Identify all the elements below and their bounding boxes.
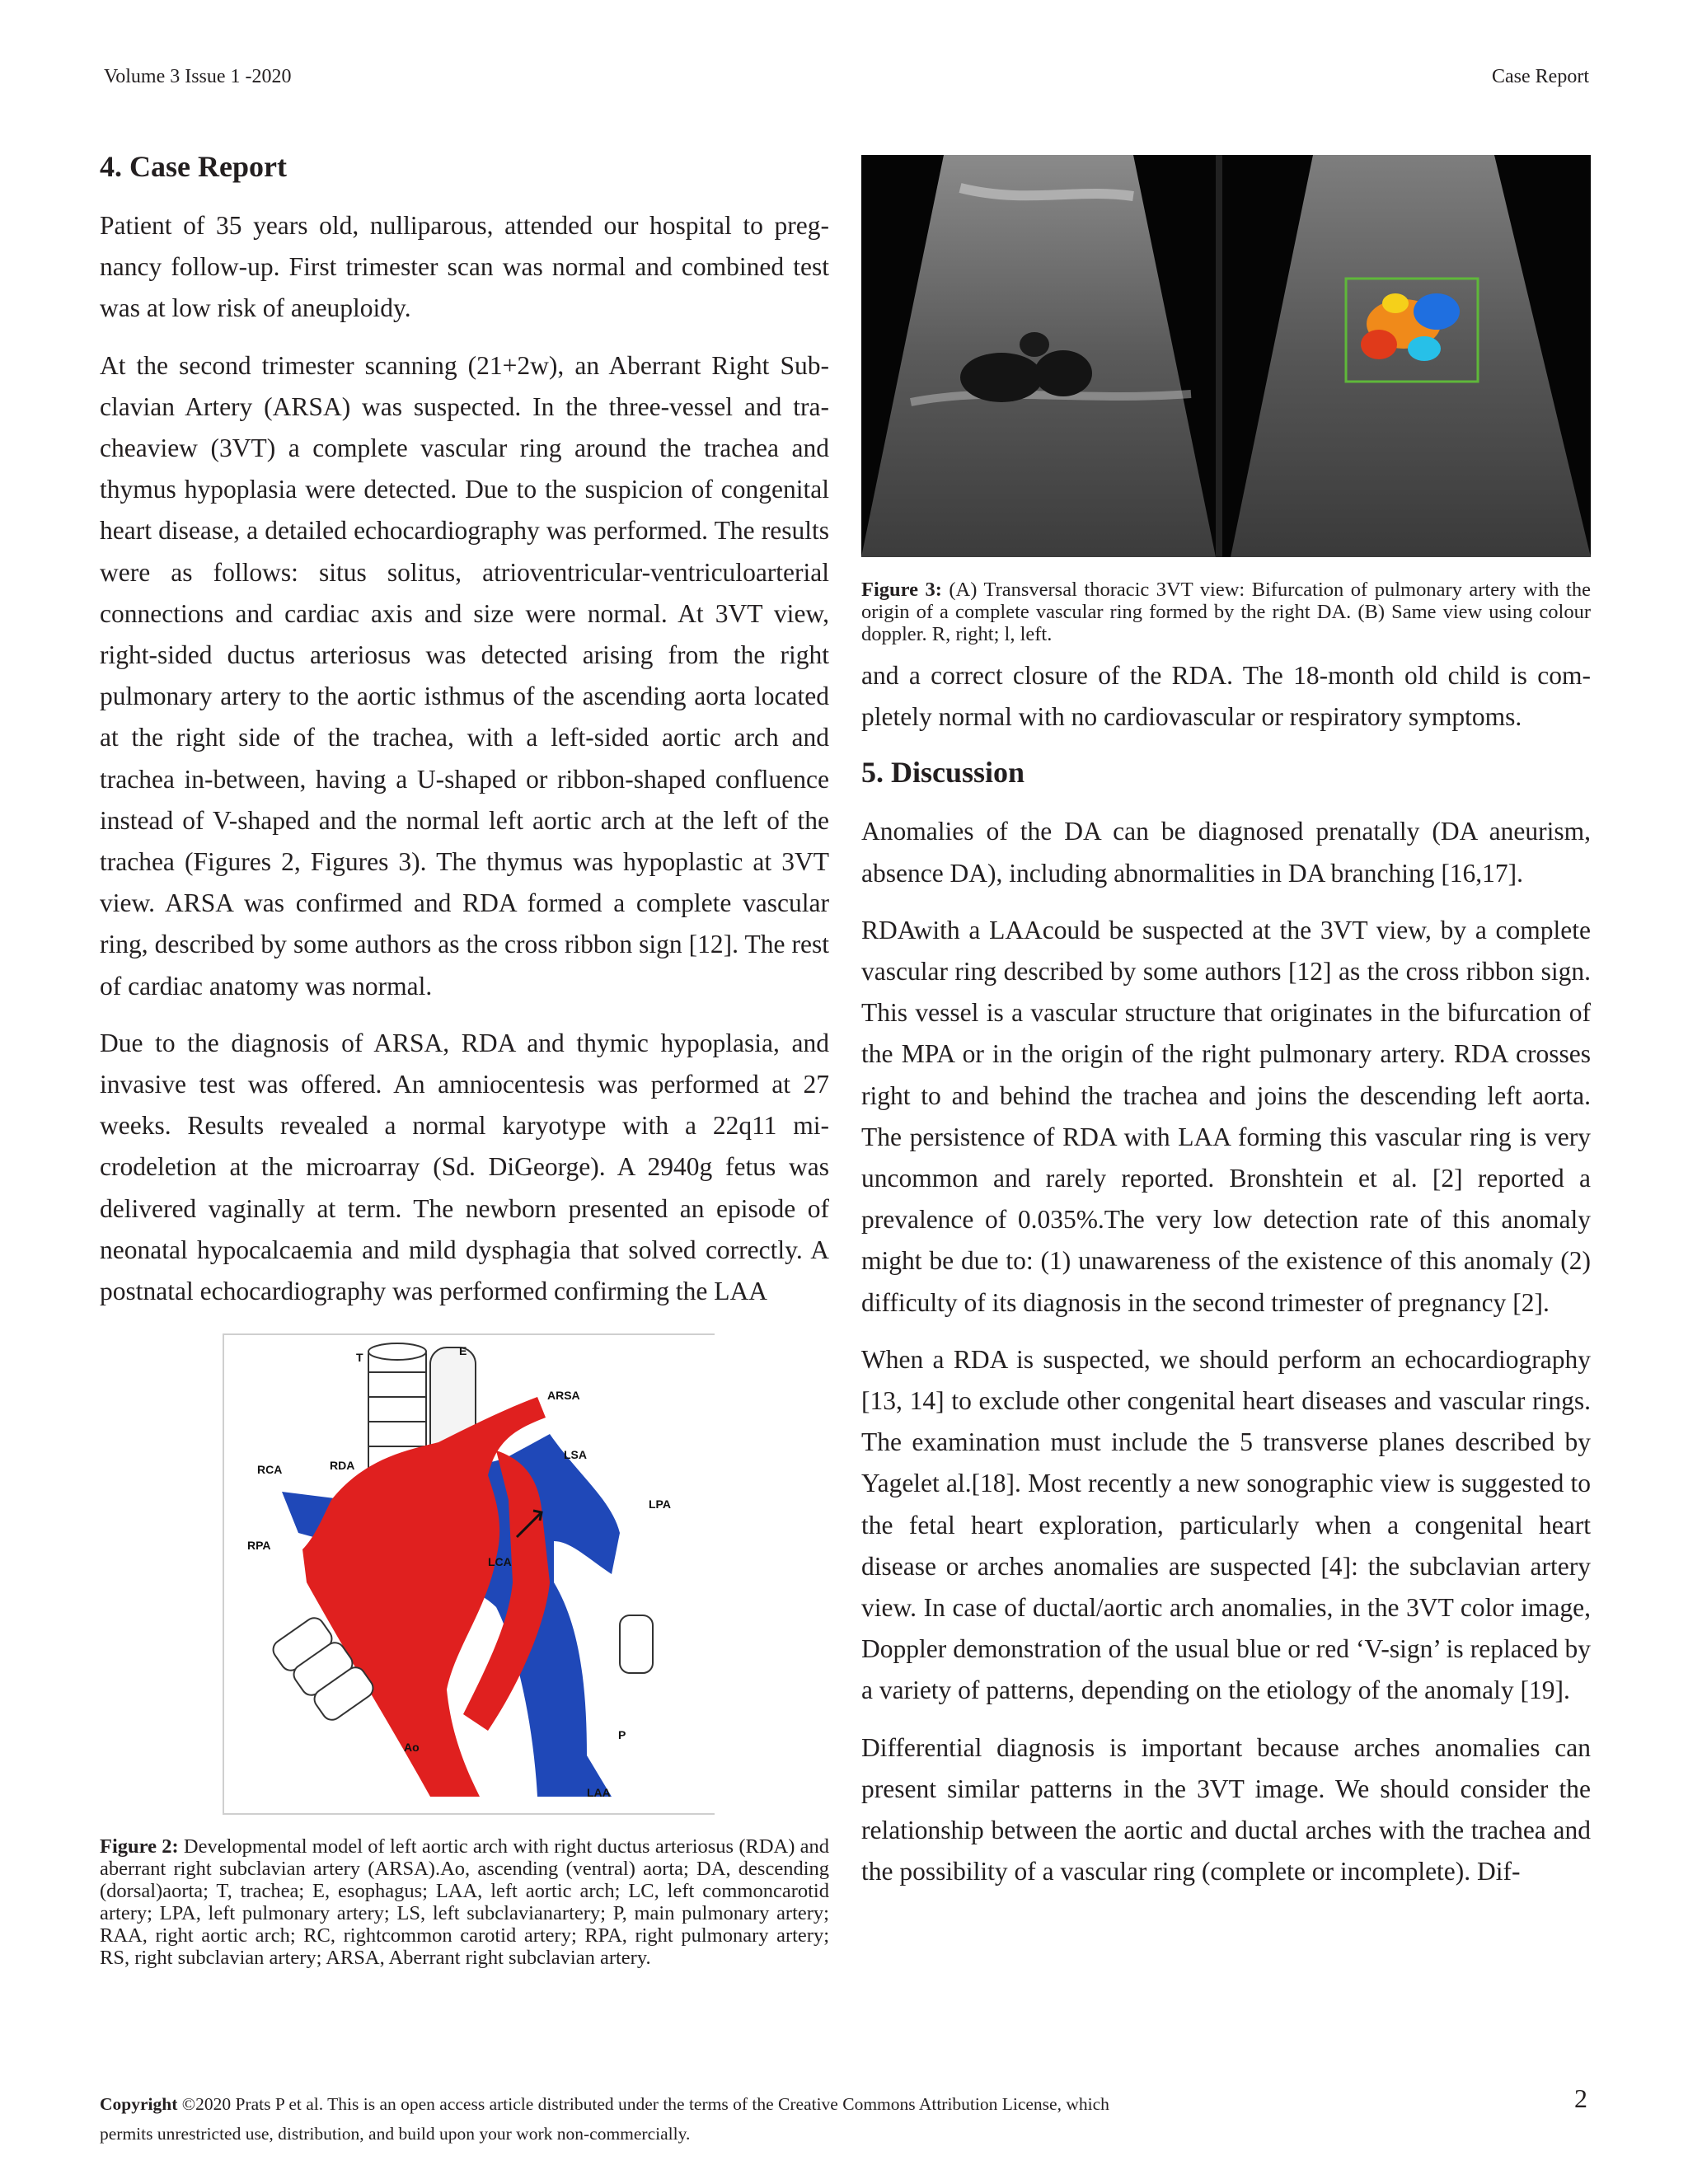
copyright-line-2: permits unrestricted use, distribution, and build upon your work non-commercially. bbox=[100, 2124, 691, 2144]
label-lsa: LSA bbox=[564, 1448, 587, 1461]
figure-2-caption-text: Developmental model of left aortic arch with right ductus arteriosus (RDA) and aberrant right subclavian artery (ARSA).Ao, ascending (ventral) aorta; DA, descending (dorsal)aorta; T, trachea; E, esophagus; LAA, left aortic arch; LC, left commoncarotid artery; LPA, left pulmonary artery; LS, left subclavianartery; P, main pulmonary artery; RAA, right aortic arch; RC, rightcommon carotid artery; RPA, right pulmonary artery; RS, right subclavian artery; ARSA, Aberrant right subclavian artery. bbox=[100, 1835, 830, 1969]
running-header-volume: Volume 3 Issue 1 -2020 bbox=[104, 66, 292, 87]
left-column bbox=[100, 144, 829, 1328]
discussion-paragraph-4: Differential diagnosis is important because arches anomalies can present similar patterns in the 3VT image. We should consider the relationship between the aortic and ductal arches with the trachea and the possibility of a vascular ring (complete or incomplete). Dif- bbox=[861, 1732, 1591, 1886]
label-rda: RDA bbox=[330, 1459, 355, 1472]
label-arsa: ARSA bbox=[547, 1389, 580, 1402]
figure-3-caption bbox=[861, 579, 1591, 645]
label-rca: RCA bbox=[257, 1463, 283, 1476]
discussion-paragraph-2: RDAwith a LAAcould be suspected at the 3VT view, by a complete vascular ring described by some authors [12] as the cross ribbon sign. This vessel is a vascular structure that originates in the bifurcation of the MPA or in the origin of the right pulmonary artery. RDA crosses right to and behind the trachea and joins the descending left aorta. The persistence of RDA with LAA forming this vascular ring is very uncommon and rarely reported. Bronshtein et al. [2] reported a prevalence of 0.035%.The very low detection rate of this anomaly might be due to: (1) unawareness of the existence of this anomaly (2) difficulty of its diagnosis in the second trimester of pregnancy [2]. bbox=[861, 915, 1591, 1317]
ultrasound-panel-a bbox=[861, 155, 1216, 557]
label-lca: LCA bbox=[488, 1555, 512, 1568]
label-rpa: RPA bbox=[247, 1539, 271, 1552]
figure-2-caption bbox=[100, 1835, 829, 1969]
figure-3-ultrasound bbox=[861, 155, 1591, 557]
case-paragraph-2: At the second trimester scanning (21+2w), an Aberrant Right Subclavian Artery (ARSA) was suspected. In the three-vessel and tracheaview (3VT) a complete vascular ring around the trachea and thymus hypoplasia were detected. Due to the suspicion of congenital heart disease, a detailed echocardiography was performed. The results were as follows: situs solitus, atrioventricular-ventriculoarterial connections and cardiac axis and size were normal. At 3VT view, right-sided ductus arteriosus was detected arising from the right pulmonary artery to the aortic isthmus of the ascending aorta located at the right side of the trachea, with a left-sided aortic arch and trachea in-between, having a U-shaped or ribbon-shaped confluence instead of V-shaped and the normal left aortic arch at the left of the trachea (Figures 2, Figures 3). The thymus was hypoplastic at 3VT view. ARSA was confirmed and RDA formed a complete vascular ring, described by some authors as the cross ribbon sign [12]. The rest of cardiac anatomy was normal. bbox=[100, 350, 829, 1001]
copyright-footer bbox=[100, 2089, 1254, 2149]
label-lpa: LPA bbox=[649, 1497, 671, 1511]
copyright-text: ©2020 Prats P et al. This is an open access article distributed under the terms of the Creative Commons Attribution License, which bbox=[181, 2094, 1109, 2114]
figure-2-diagram bbox=[223, 1333, 715, 1815]
figure-3-caption-label: Figure 3: bbox=[861, 579, 942, 601]
label-laa: LAA bbox=[587, 1786, 611, 1799]
label-ao: Ao bbox=[404, 1741, 420, 1754]
ultrasound-panel-b-doppler bbox=[1222, 155, 1591, 557]
running-header-section: Case Report bbox=[1492, 66, 1589, 87]
right-column bbox=[861, 155, 1591, 1908]
discussion-heading: 5. Discussion bbox=[861, 756, 1025, 790]
case-paragraph-3: Due to the diagnosis of ARSA, RDA and thymic hypoplasia, and invasive test was offered. An amniocentesis was performed at 27 weeks. Results revealed a normal karyotype with a 22q11 microdeletion at the microarray (Sd. DiGeorge). A 2940g fetus was delivered vaginally at term. The newborn presented an episode of neonatal hypocalcaemia and mild dysphagia that solved correctly. A postnatal echocardiography was performed confirming the LAA bbox=[100, 1028, 829, 1306]
label-p: P bbox=[618, 1728, 626, 1741]
page-number: 2 bbox=[1574, 2083, 1587, 2113]
case-continuation-paragraph: and a correct closure of the RDA. The 18-month old child is completely normal with no cardiovascular or respiratory symptoms. bbox=[861, 661, 1591, 732]
copyright-label: Copyright bbox=[100, 2094, 178, 2114]
case-paragraph-1: Patient of 35 years old, nulliparous, attended our hospital to pregnancy follow-up. First trimester scan was normal and combined test was at low risk of aneuploidy. bbox=[100, 211, 829, 323]
label-e: E bbox=[459, 1344, 467, 1357]
figure-3-caption-text: (A) Transversal thoracic 3VT view: Bifurcation of pulmonary artery with the origin of a complete vascular ring formed by the right DA. (B) Same view using colour doppler. R, right; l, left. bbox=[861, 579, 1591, 645]
case-report-heading: 4. Case Report bbox=[100, 150, 287, 183]
discussion-paragraph-3: When a RDA is suspected, we should perform an echocardiography [13, 14] to exclude other congenital heart diseases and vascular rings. The examination must include the 5 transverse planes described by Yagelet al.[18]. Most recently a new sonographic view is suggested to the fetal heart exploration, particularly when a congenital heart disease or arches anomalies are suspected [4]: the subclavian artery view. In case of ductal/aortic arch anomalies, in the 3VT color image, Doppler demonstration of the usual blue or red ‘V-sign’ is replaced by a variety of patterns, depending on the etiology of the anomaly [19]. bbox=[861, 1344, 1591, 1705]
figure-2-caption-label: Figure 2: bbox=[100, 1835, 179, 1858]
discussion-paragraph-1: Anomalies of the DA can be diagnosed prenatally (DA aneurism, absence DA), including abnormalities in DA branching [16,17]. bbox=[861, 817, 1591, 888]
label-t: T bbox=[356, 1351, 363, 1364]
